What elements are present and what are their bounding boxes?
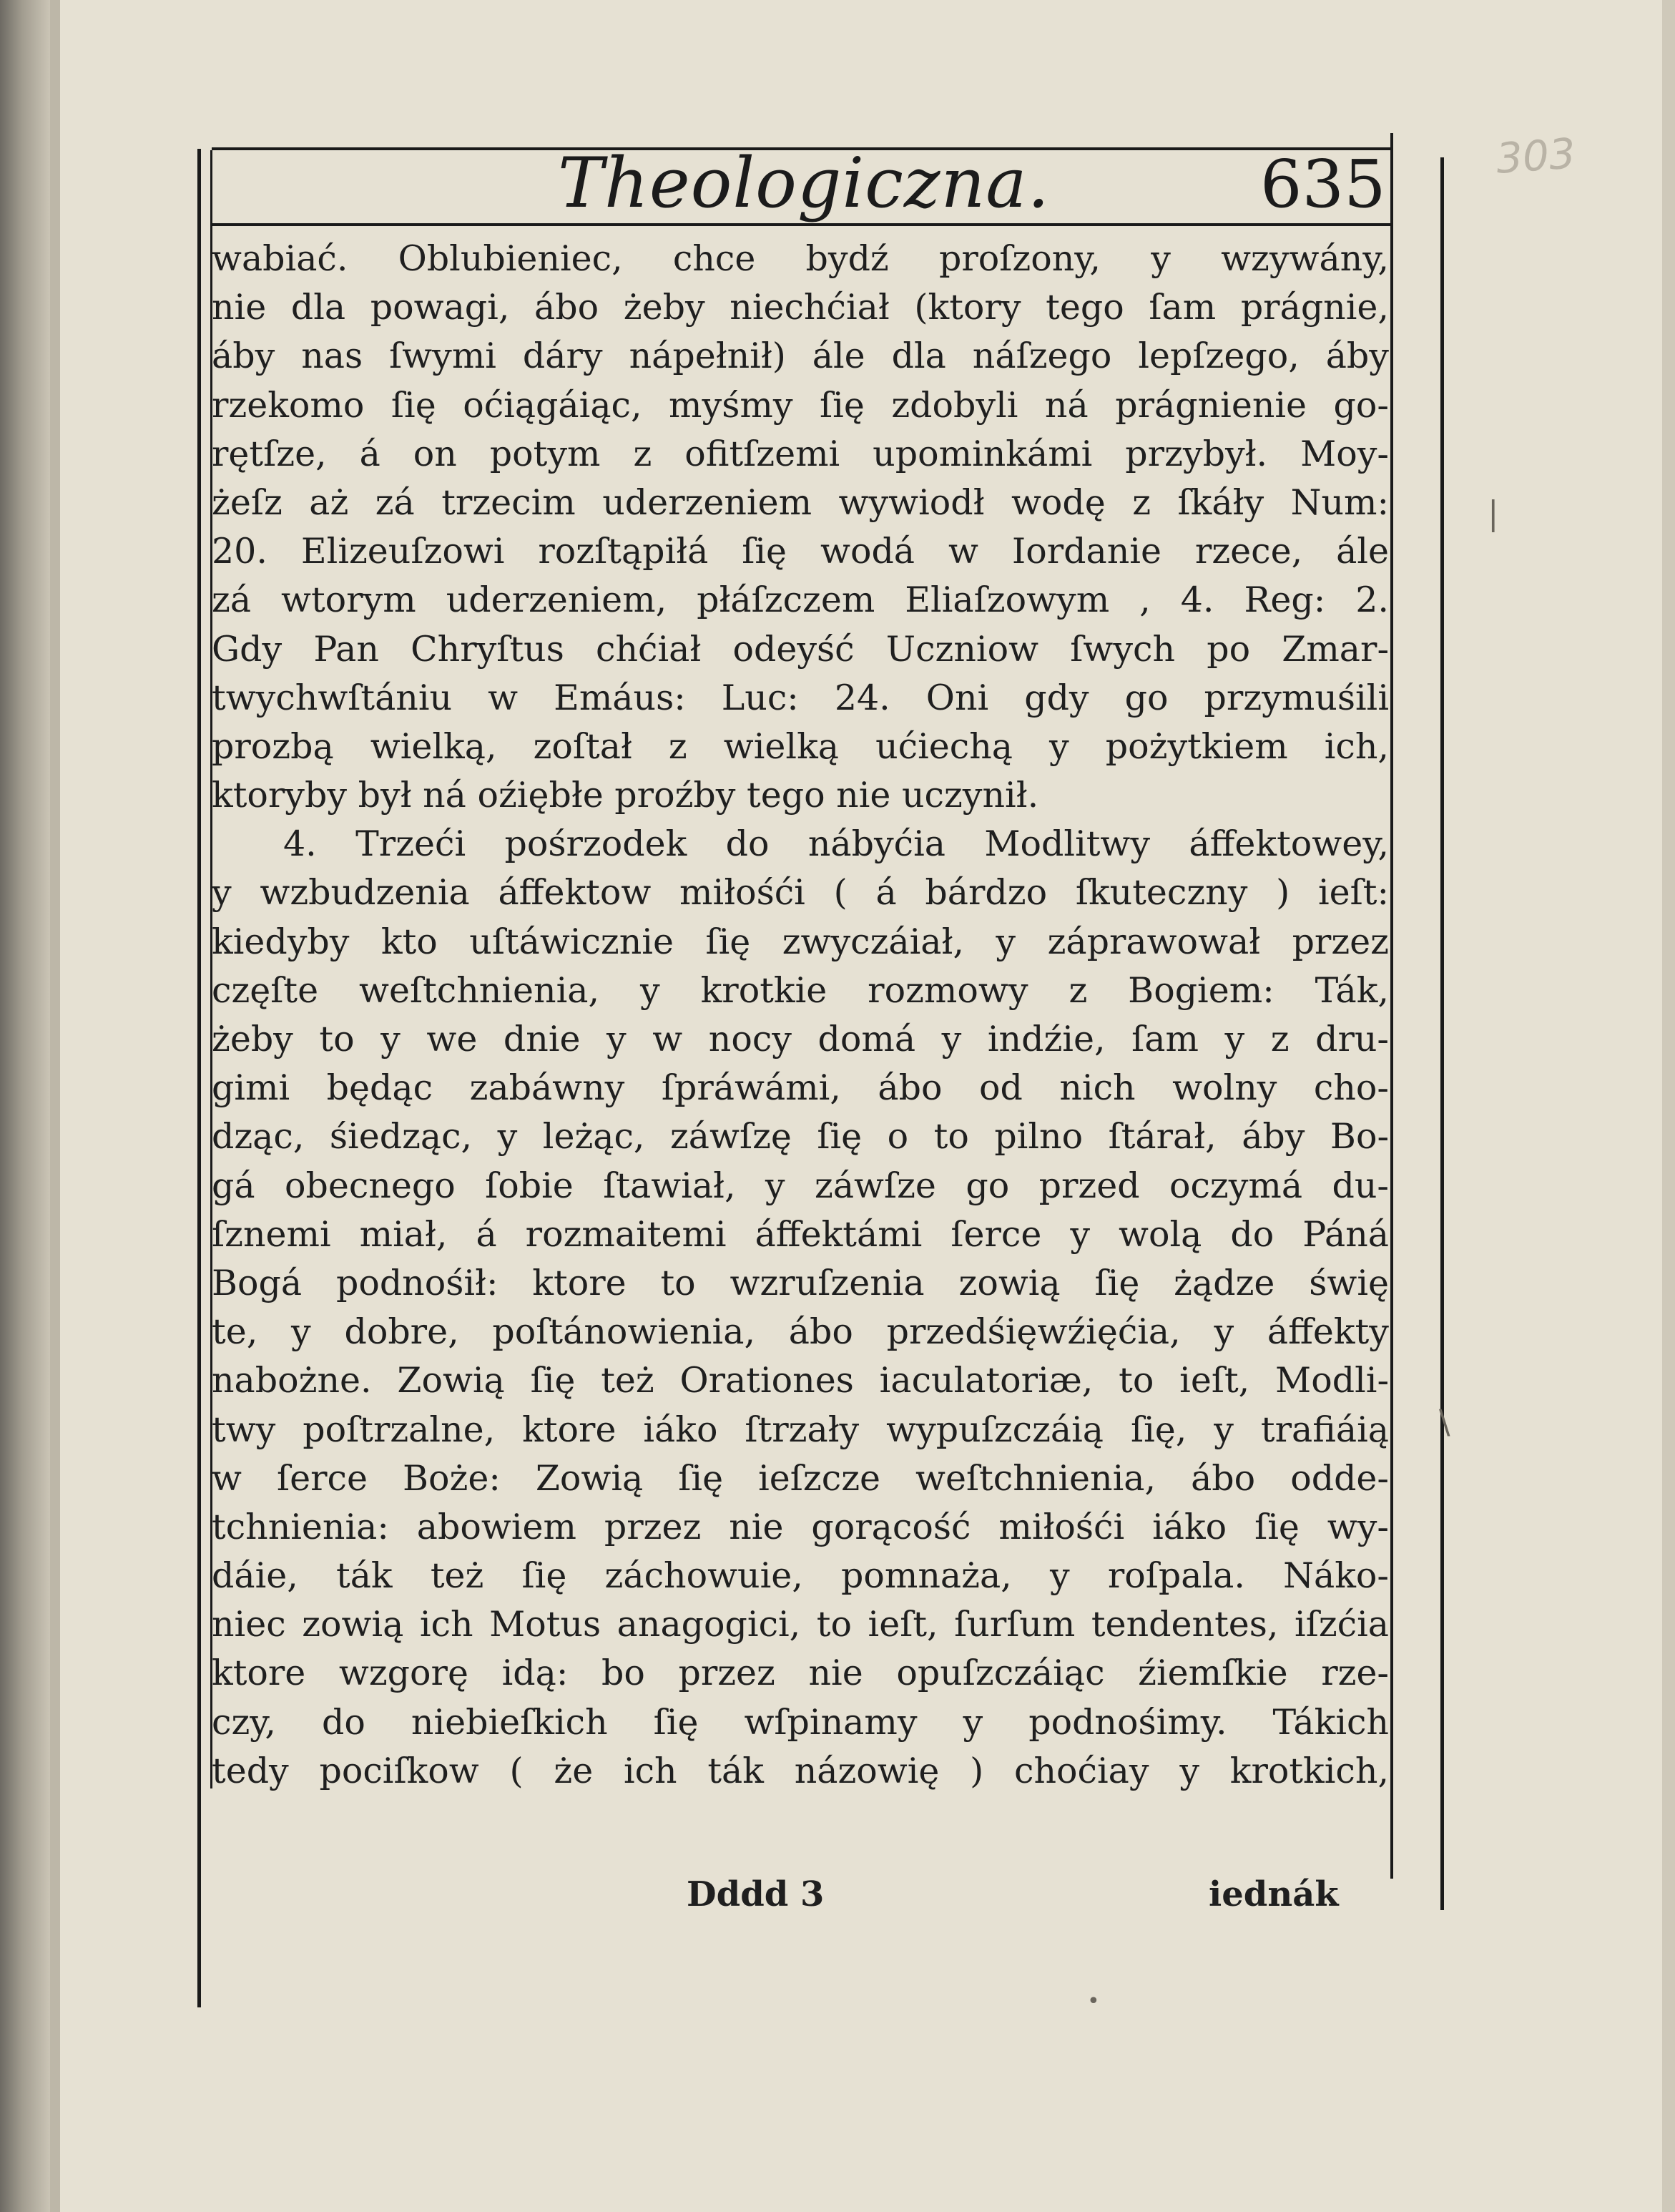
text-line: zá wtorym uderzeniem, płáſzczem Eliaſzowym , 4. Reg: 2.	[212, 579, 1389, 621]
text-line: rzekomo ſię oćiągáiąc, myśmy ſię zdobyli ná prágnienie go-	[212, 384, 1389, 426]
text-line: nabożne. Zowią ſię też Orationes iaculatoriæ, to ieſt, Modli-	[212, 1360, 1389, 1401]
text-line: prozbą wielką, zoſtał z wielką ućiechą y pożytkiem ich,	[212, 725, 1389, 767]
text-line: ſznemi miał, á rozmaitemi áffektámi ſerce y wolą do Páná	[212, 1213, 1389, 1255]
running-title: Theologiczna.	[558, 143, 1051, 223]
border-right-inner	[1390, 133, 1393, 1879]
text-line: 20. Elizeuſzowi rozſtąpiłá ſię wodá w Iordanie rzece, ále	[212, 531, 1389, 572]
text-line: rętſze, á on potym z ofitſzemi upominkámi przybył. Moy-	[212, 433, 1389, 474]
border-right-outer	[1440, 157, 1444, 1910]
page-number: 635	[1260, 146, 1386, 222]
text-line: gimi będąc zabáwny ſpráwámi, ábo od nich wolny cho-	[212, 1067, 1389, 1109]
text-line: żeby to y we dnie y w nocy domá y indźie, ſam y z dru-	[212, 1019, 1389, 1059]
text-line: ktore wzgorę idą: bo przez nie opuſzczáiąc źiemſkie rze-	[212, 1653, 1389, 1694]
text-line: żeſz aż zá trzecim uderzeniem wywiodł wodę z ſkáły Num:	[212, 481, 1389, 523]
text-line: czy, do niebieſkich ſię wſpinamy y podnośimy. Tákich	[212, 1701, 1389, 1743]
previous-page-edge	[50, 0, 60, 2212]
text-line: dząc, śiedząc, y leżąc, záwſzę ſię o to pilno ſtárał, áby Bo-	[212, 1116, 1389, 1158]
signature-mark: Dddd 3	[687, 1874, 825, 1914]
text-line: te, y dobre, poſtánowienia, ábo przedśięwźięćia, y áffekty	[212, 1311, 1389, 1353]
text-line: częſte weſtchnienia, y krotkie rozmowy z Bogiem: Ták,	[212, 969, 1389, 1011]
text-line: twy poſtrzalne, ktore iáko ſtrzały wypuſzczáią ſię, y trafiáią	[212, 1409, 1389, 1450]
margin-tick: |	[1488, 494, 1499, 532]
text-line: tedy pociſkow ( że ich ták názowię ) choćiay y krotkich,	[212, 1750, 1389, 1791]
text-line: Gdy Pan Chryſtus chćiał odeyść Uczniow ſwych po Zmar-	[212, 628, 1389, 670]
text-line: gá obecnego ſobie ſtawiał, y záwſze go przed oczymá du-	[212, 1165, 1389, 1206]
margin-tick: •	[1087, 1989, 1100, 2014]
text-line: kiedyby kto uſtáwicznie ſię zwyczáiał, y záprawował przez	[212, 921, 1389, 962]
text-line: dáie, ták też ſię záchowuie, pomnaża, y roſpala. Náko-	[212, 1555, 1389, 1597]
handwritten-folio-number: 303	[1494, 129, 1577, 183]
text-line: tchnienia: abowiem przez nie gorącość miłośći iáko ſię wy-	[212, 1506, 1389, 1547]
text-line: ktoryby był ná oźiębłe proźby tego nie uczynił.	[212, 775, 1039, 816]
text-line: twychwſtániu w Emáus: Luc: 24. Oni gdy go przymuśili	[212, 677, 1389, 718]
paragraph-start-line: 4. Trzeći pośrzodek do nábyćia Modlitwy áffektowey,	[283, 823, 1389, 865]
book-spine	[0, 0, 50, 2212]
text-line: áby nas ſwymi dáry nápełnił) ále dla náſzego lepſzego, áby	[212, 336, 1389, 377]
border-left-outer	[197, 149, 201, 2007]
catchword: iednák	[1209, 1874, 1339, 1914]
text-line: Bogá podnośił: ktore to wzruſzenia zowią ſię żądze świę	[212, 1262, 1389, 1303]
text-line: y wzbudzenia áffektow miłośći ( á bárdzo ſkuteczny ) ieſt:	[212, 872, 1389, 914]
body-text	[212, 235, 1389, 1796]
text-line: wabiać. Oblubieniec, chce bydź proſzony, y wzywány,	[212, 238, 1389, 279]
text-line: niec zowią ich Motus anagogici, to ieſt, ſurſum tendentes, iſzćia	[212, 1604, 1389, 1645]
margin-tick: \	[1439, 1402, 1450, 1441]
text-line: nie dla powagi, ábo żeby niechćiał (ktory tego ſam prágnie,	[212, 287, 1389, 328]
border-header-rule	[212, 223, 1393, 226]
text-line: w ſerce Boże: Zowią ſię ieſzcze weſtchnienia, ábo odde-	[212, 1457, 1389, 1499]
